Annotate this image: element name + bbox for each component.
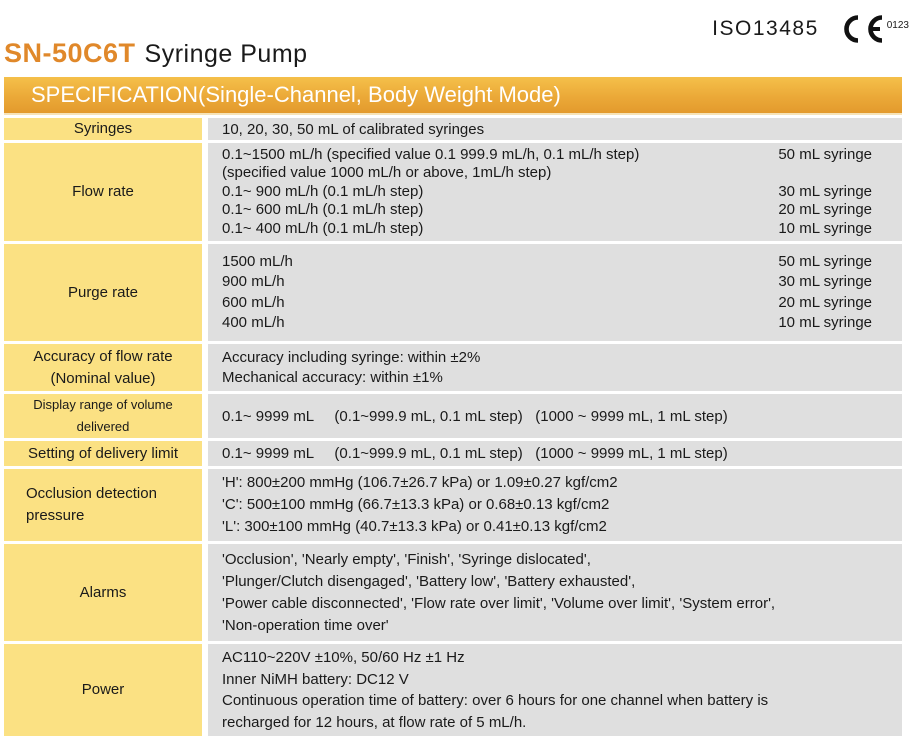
value-line: 'C': 500±100 mmHg (66.7±13.3 kPa) or 0.68±0.13 kgf/cm2: [222, 496, 610, 513]
value-line: 'L': 300±100 mmHg (40.7±13.3 kPa) or 0.41±0.13 kgf/cm2: [222, 518, 607, 535]
value-line: Accuracy including syringe: within ±2%: [222, 348, 481, 366]
spec-value: [202, 344, 902, 391]
value-line: 10, 20, 30, 50 mL of calibrated syringes: [222, 120, 485, 138]
value-line: Inner NiMH battery: DC12 V: [222, 670, 409, 688]
value-line: 0.1~ 600 mL/h (0.1 mL/h step): [222, 201, 424, 219]
value-line: 'Occlusion', 'Nearly empty', 'Finish', 'Syringe dislocated',: [222, 550, 591, 568]
spec-row-power: [4, 644, 902, 736]
spec-row-purge-rate: [4, 244, 902, 341]
value-line: 'H': 800±200 mmHg (106.7±26.7 kPa) or 1.09±0.27 kgf/cm2: [222, 474, 618, 491]
spec-label: Purge rate: [4, 244, 202, 341]
spec-row-occlusion: [4, 469, 902, 541]
value-line: 'Power cable disconnected', 'Flow rate over limit', 'Volume over limit', 'System error',: [222, 594, 776, 612]
spec-value: [202, 143, 902, 241]
spec-label: Syringes: [4, 118, 202, 140]
ce-mark-icon: [841, 14, 909, 44]
product-name: Syringe Pump: [144, 40, 308, 68]
syringe-note: 50 mL syringe: [778, 252, 872, 270]
spec-label: Setting of delivery limit: [4, 441, 202, 466]
spec-value: [202, 394, 902, 438]
ce-mark-glyph: [841, 14, 885, 44]
label-line: pressure: [26, 507, 85, 524]
syringe-note: 30 mL syringe: [778, 182, 872, 200]
label-line: Occlusion detection: [26, 485, 157, 502]
spec-value: [202, 644, 902, 736]
value-line: 1500 mL/h: [222, 252, 293, 270]
label-line: (Nominal value): [50, 369, 156, 387]
value-line: Continuous operation time of battery: over 6 hours for one channel when battery is: [222, 692, 769, 709]
spec-label: [4, 469, 202, 541]
spec-value: [202, 441, 902, 466]
spec-row-alarms: [4, 544, 902, 641]
value-line: 400 mL/h: [222, 314, 285, 331]
spec-label: [4, 344, 202, 391]
spec-label: Display range of volume delivered: [4, 394, 202, 438]
value-line: 'Non-operation time over': [222, 616, 389, 634]
syringe-note: 30 mL syringe: [778, 273, 872, 290]
spec-row-accuracy: [4, 344, 902, 391]
value-line: (specified value 1000 mL/h or above, 1mL/h step): [222, 164, 552, 182]
label-line: Accuracy of flow rate: [33, 347, 173, 365]
value-line: 0.1~1500 mL/h (specified value 0.1 999.9 mL/h, 0.1 mL/h step): [222, 145, 640, 163]
spec-value: [202, 118, 902, 140]
spec-label: Alarms: [4, 544, 202, 641]
spec-row-flow-rate: [4, 143, 902, 241]
syringe-note: 20 mL syringe: [778, 201, 872, 219]
value-line: 0.1~ 900 mL/h (0.1 mL/h step): [222, 182, 424, 200]
value-line: Mechanical accuracy: within ±1%: [222, 368, 443, 386]
value-line: 0.1~ 9999 mL (0.1~999.9 mL, 0.1 mL step) (1000 ~ 9999 mL, 1 mL step): [222, 407, 728, 425]
specification-table: [4, 115, 902, 739]
value-line: recharged for 12 hours, at flow rate of 5 mL/h.: [222, 713, 527, 731]
spec-label: Power: [4, 644, 202, 736]
banner-title: SPECIFICATION(Single-Channel, Body Weight Mode): [31, 82, 561, 107]
spec-row-display-range: [4, 394, 902, 438]
spec-label: Flow rate: [4, 143, 202, 241]
value-line: 0.1~ 9999 mL (0.1~999.9 mL, 0.1 mL step) (1000 ~ 9999 mL, 1 mL step): [222, 445, 728, 462]
syringe-note: 20 mL syringe: [778, 293, 872, 311]
spec-row-delivery-limit: [4, 441, 902, 466]
value-line: 'Plunger/Clutch disengaged', 'Battery low', 'Battery exhausted',: [222, 572, 636, 590]
value-line: 0.1~ 400 mL/h (0.1 mL/h step): [222, 219, 424, 237]
specification-banner: [4, 77, 902, 115]
spec-value: [202, 544, 902, 641]
syringe-note: 50 mL syringe: [778, 145, 872, 163]
value-line: AC110~220V ±10%, 50/60 Hz ±1 Hz: [222, 649, 465, 666]
value-line: 900 mL/h: [222, 273, 285, 290]
ce-number: 0123: [886, 20, 909, 31]
spec-row-syringes: [4, 118, 902, 140]
model-name: SN-50C6T: [4, 38, 136, 68]
page-title: [4, 38, 308, 69]
spec-value: [202, 244, 902, 341]
spec-value: [202, 469, 902, 541]
syringe-note: 10 mL syringe: [778, 314, 872, 331]
value-line: 600 mL/h: [222, 293, 285, 311]
syringe-note: 10 mL syringe: [778, 219, 872, 237]
iso-certification: ISO13485: [712, 17, 819, 40]
certification-marks: [712, 14, 909, 44]
